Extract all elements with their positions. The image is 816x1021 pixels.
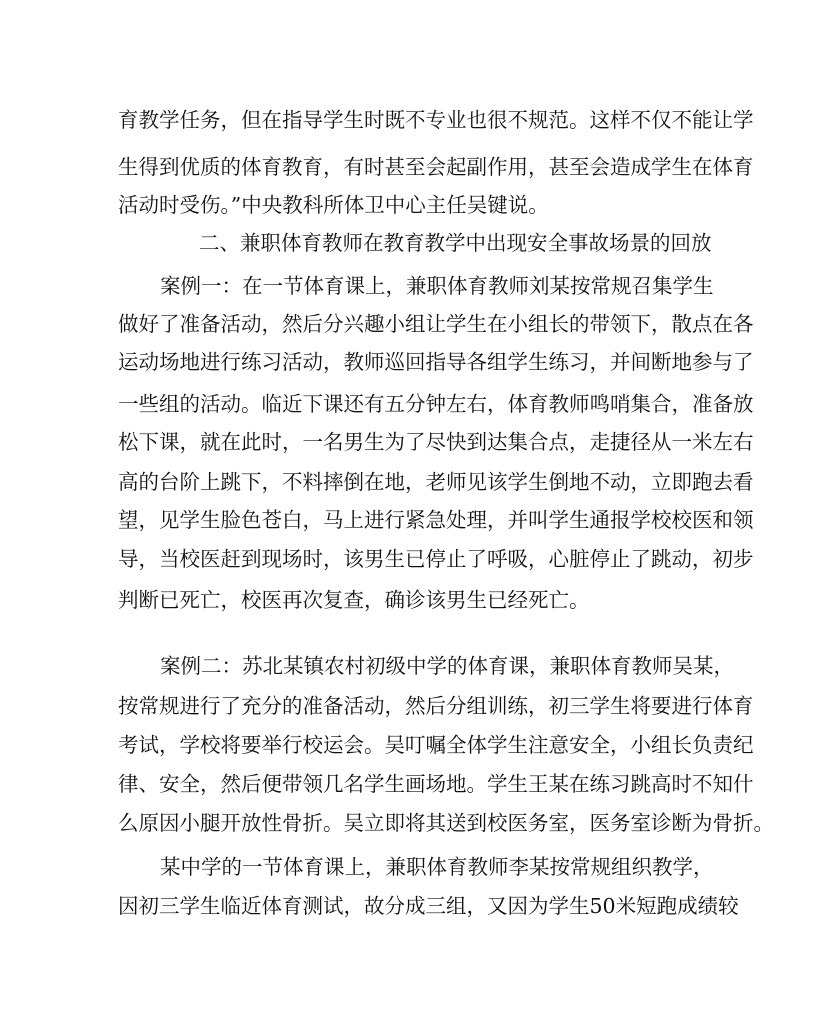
paragraph-line: 导，当校医赶到现场时，该男生已停止了呼吸，心脏停止了跳动，初步 [118,547,754,571]
paragraph-line: 育教学任务，但在指导学生时既不专业也很不规范。这样不仅不能让学 [118,108,754,132]
paragraph-line: 松下课，就在此时，一名男生为了尽快到达集合点，走捷径从一米左右 [118,430,754,454]
paragraph-line: 做好了准备活动，然后分兴趣小组让学生在小组长的带领下，散点在各 [118,312,754,336]
paragraph-line: 按常规进行了充分的准备活动，然后分组训练，初三学生将要进行体育 [118,694,754,718]
paragraph-line: 某中学的一节体育课上，兼职体育教师李某按常规组织教学， [160,855,714,879]
section-heading: 二、兼职体育教师在教育教学中出现安全事故场景的回放 [199,231,712,255]
paragraph-line: 运动场地进行练习活动，教师巡回指导各组学生练习，并间断地参与了 [118,350,754,374]
paragraph-line: 考试，学校将要举行校运会。吴叮嘱全体学生注意安全，小组长负责纪 [118,733,754,757]
paragraph-line: 因初三学生临近体育测试，故分成三组，又因为学生50米短跑成绩较 [118,894,739,918]
paragraph-line: 么原因小腿开放性骨折。吴立即将其送到校医务室，医务室诊断为骨折。 [118,811,774,835]
paragraph-line: 案例二：苏北某镇农村初级中学的体育课，兼职体育教师吴某， [160,654,734,678]
paragraph-line: 一些组的活动。临近下课还有五分钟左右，体育教师鸣哨集合，准备放 [118,392,754,416]
paragraph-line: 活动时受伤。”中央教科所体卫中心主任吴键说。 [118,193,549,217]
paragraph-line: 高的台阶上跳下，不料摔倒在地，老师见该学生倒地不动，立即跑去看 [118,470,754,494]
paragraph-line: 判断已死亡，校医再次复查，确诊该男生已经死亡。 [118,588,590,612]
paragraph-line: 案例一：在一节体育课上，兼职体育教师刘某按常规召集学生 [160,274,714,298]
paragraph-line: 律、安全，然后便带领几名学生画场地。学生王某在练习跳高时不知什 [118,772,754,796]
paragraph-line: 生得到优质的体育教育，有时甚至会起副作用，甚至会造成学生在体育 [118,155,754,179]
paragraph-line: 望，见学生脸色苍白，马上进行紧急处理，并叫学生通报学校校医和领 [118,508,754,532]
